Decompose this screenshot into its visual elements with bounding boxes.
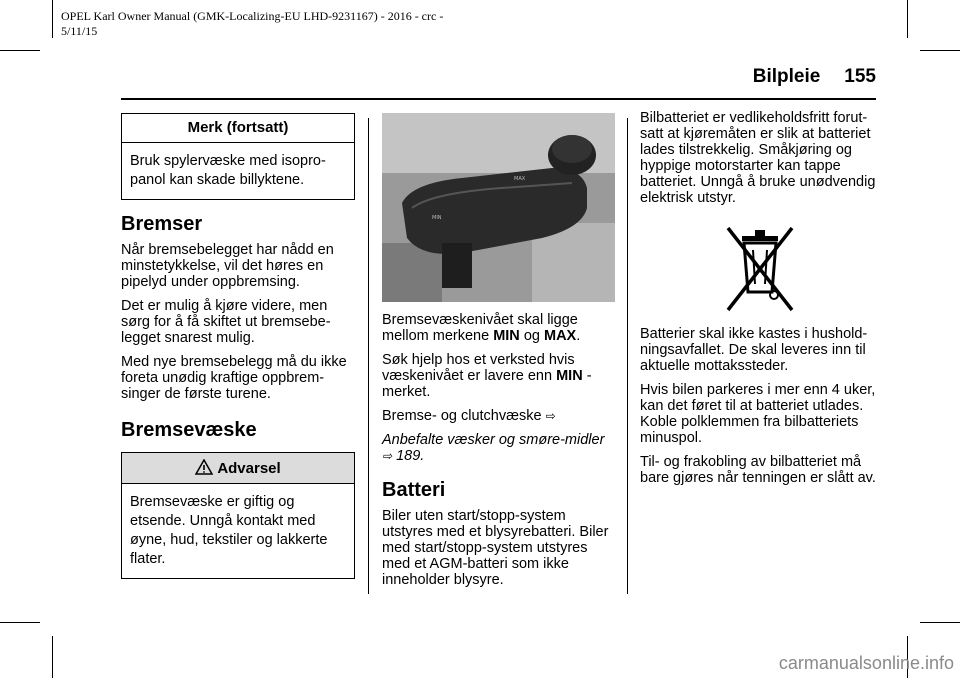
paragraph	[382, 352, 615, 400]
text-run: Anbefalte væsker og smøre-midler	[382, 432, 605, 448]
heading-batteri: Batteri	[382, 479, 446, 501]
warning-box	[121, 452, 355, 579]
page-reference-icon: ⇨	[382, 449, 393, 463]
crop-mark	[920, 50, 960, 51]
text-run: -merket.	[382, 368, 592, 400]
paragraph: Med nye bremsebelegg må du ikke foreta unødig kraftige oppbrem-singer de første turene.	[121, 354, 347, 402]
column-divider	[368, 118, 369, 594]
paragraph: Hvis bilen parkeres i mer enn 4 uker, kan det føret til at batteriet utlades. Koble polklemmen fra bilbatteriets minuspol.	[640, 382, 876, 446]
crop-mark	[0, 50, 40, 51]
crop-mark	[52, 0, 53, 38]
text-run: .	[576, 328, 581, 344]
min-mark: MIN	[432, 215, 442, 221]
text-run: .	[420, 448, 425, 464]
column-3	[640, 110, 880, 494]
page-reference-icon[interactable]: ⇨	[545, 409, 556, 423]
paragraph: Batterier skal ikke kastes i hushold-ningsavfallet. De skal leveres inn til aktuelle mottakssteder.	[640, 326, 868, 374]
text-run: Bremsevæskenivået skal ligge mellom merkene	[382, 312, 578, 344]
max-label: MAX	[543, 328, 577, 344]
paragraph	[382, 312, 615, 344]
page-number: 155	[844, 66, 876, 87]
cross-reference[interactable]	[382, 432, 615, 464]
watermark-link[interactable]: carmanualsonline.info	[778, 653, 954, 673]
paragraph: Biler uten start/stopp-system utstyres med et blysyrebatteri. Biler med start/stopp-system utstyres med et AGM-batteri som ikke inneholder blysyre.	[382, 508, 609, 588]
heading-bremsevaeske: Bremsevæske	[121, 419, 257, 441]
max-mark: MAX	[514, 176, 526, 182]
min-label: MIN	[493, 328, 520, 344]
crop-mark	[920, 622, 960, 623]
header-rule	[121, 98, 876, 100]
warning-triangle-icon	[195, 459, 213, 475]
column-1	[121, 113, 355, 579]
note-title: Merk (fortsatt)	[122, 114, 354, 143]
column-2	[382, 113, 615, 596]
crossed-out-bin-icon	[720, 224, 800, 316]
section-title: Bilpleie	[752, 66, 821, 87]
text-run: Bremse- og clutchvæske	[382, 408, 546, 424]
paragraph: Når bremsebelegget har nådd en minstetykkelse, vil det høres en pipelyd under oppbremsing.	[121, 242, 334, 290]
text-run: og	[519, 328, 544, 344]
paragraph	[382, 408, 615, 424]
crop-mark	[52, 636, 53, 678]
crop-mark	[0, 622, 40, 623]
note-box	[121, 113, 355, 200]
paragraph: Bilbatteriet er vedlikeholdsfritt forut-satt at kjøremåten er slik at batteriet lades tilstrekkelig. Småkjøring og hyppige motorstarter kan tappe batteriet. Unngå å bruke unødvendig elektrisk utstyr.	[640, 110, 876, 206]
min-label: MIN	[556, 368, 583, 384]
warning-header	[122, 453, 354, 484]
print-meta: OPEL Karl Owner Manual (GMK-Localizing-EU LHD-9231167) - 2016 - crc - 5/11/15	[61, 9, 444, 38]
paragraph: Det er mulig å kjøre videre, men sørg for å få skiftet ut bremsebe-legget snarest mulig.	[121, 298, 331, 346]
warning-body: Bremsevæske er giftig og etsende. Unngå kontakt med øyne, hud, tekstiler og lakkerte flater.	[130, 494, 328, 567]
crop-mark	[907, 0, 908, 38]
running-header	[753, 66, 876, 88]
text-run: Søk hjelp hos et verksted hvis væskenivået er lavere enn	[382, 352, 575, 384]
paragraph: Til- og frakobling av bilbatteriet må bare gjøres når tenningen er slått av.	[640, 454, 876, 486]
page-link: 189	[396, 448, 421, 464]
note-body: Bruk spylervæske med isopro- panol kan skade billyktene.	[130, 153, 326, 188]
brake-fluid-reservoir-photo	[382, 113, 615, 302]
warning-title: Advarsel	[217, 460, 281, 477]
column-divider	[627, 118, 628, 594]
heading-bremser: Bremser	[121, 213, 203, 235]
